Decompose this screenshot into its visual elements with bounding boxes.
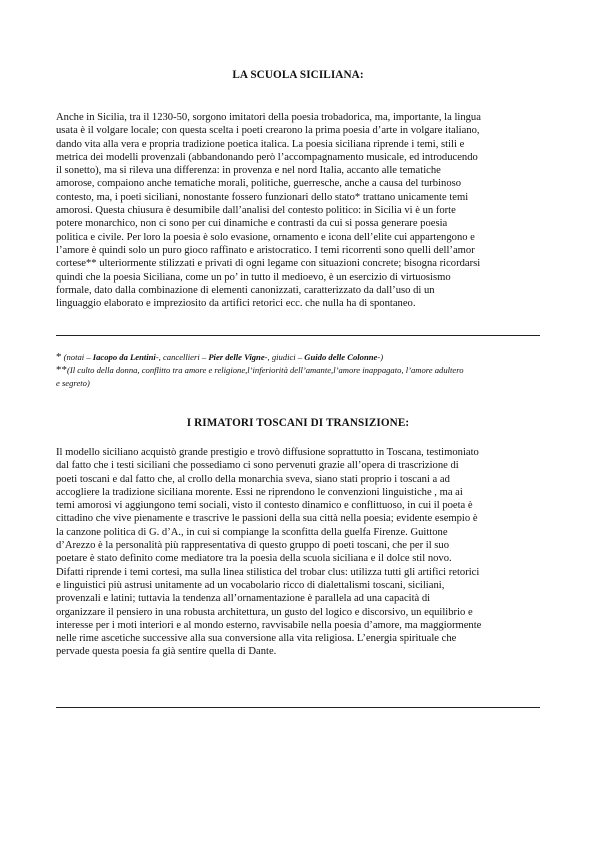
paragraph-line: contesto, ma, i poeti siciliani, nonostante fossero funzionari dello stato* trattano unicamente temi xyxy=(56,191,469,203)
paragraph-line: linguaggio elaborato e impreziosito da artifici retorici ecc. che nulla ha di spontaneo. xyxy=(56,298,416,310)
footnotes xyxy=(56,351,540,390)
paragraph-line: amorosi. Questa chiusura è desumibile dall’analisi del contesto politico: in Sicilia vi è un forte xyxy=(56,205,456,217)
paragraph-line: Anche in Sicilia, tra il 1230-50, sorgono imitatori della poesia trobadorica, ma, importante, la lingua xyxy=(56,112,481,123)
paragraph-line: dal fatto che i testi siciliani che possediamo ci sono pervenuti grazie all’opera di trascrizione di xyxy=(56,460,459,472)
paragraph-scuola-siciliana xyxy=(56,111,542,310)
footnote-text: (notai – xyxy=(61,352,93,362)
paragraph-line: e linguistici più astrusi unitamente ad un vocabolario ricco di dialettalismi toscani, siciliani, xyxy=(56,579,445,591)
footnote-poet-name: Iacopo da Lentini xyxy=(92,352,156,362)
paragraph-line: usata è il volgare locale; con questa scelta i poeti crearono la prima poesia d’arte in volgare italiano, xyxy=(56,125,480,137)
section-title-rimatori-toscani: I RIMATORI TOSCANI DI TRANSIZIONE: xyxy=(186,417,410,429)
footnote-text: -, cancellieri – xyxy=(155,352,209,362)
footnote-text: -, giudici – xyxy=(264,352,305,362)
footnote-text: -) xyxy=(377,352,384,362)
paragraph-line: dando vita alla vera e propria tradizione poetica italica. La poesia siciliana riprende i temi, stili e xyxy=(56,138,465,150)
footnote-1 xyxy=(56,351,540,364)
footnote-marker: * xyxy=(56,351,62,363)
paragraph-line: pervade questa poesia fa già sentire quella di Dante. xyxy=(56,646,277,658)
paragraph-line: cortese** ulteriormente stilizzati e privati di ogni legame con situazioni concrete; bisogna ricordarsi xyxy=(56,258,481,270)
paragraph-line: d’Arezzo è la personalità più rappresentativa di questo gruppo di poeti toscani, che per il suo xyxy=(56,540,450,552)
paragraph-line: provenzali e latini; tuttavia la tendenza all’ornamentazione è parallela ad una capacità di xyxy=(56,593,431,605)
footnote-marker: ** xyxy=(56,364,67,376)
paragraph-rimatori-toscani xyxy=(56,446,542,659)
paragraph-line: nelle rime ascetiche successive alla sua conversione alla vita religiosa. L’energia spirituale che xyxy=(56,633,457,645)
paragraph-line: formale, dato dalla combinazione di elementi canonizzati, caratterizzato da dall’uso di un xyxy=(56,284,435,296)
paragraph-line: organizzare il pensiero in una robusta architettura, un gusto del logico e discorsivo, un equilibrio e xyxy=(56,606,473,618)
footnote-text: (Il culto della donna, conflitto tra amore e religione,l’inferiorità dell’amante,l’amore inappagato, l’amore adultero xyxy=(67,365,464,375)
paragraph-line: l’amore è quindi solo un puro gioco raffinato e aristocratico. I temi ricorrenti sono quelli dell’amor xyxy=(56,244,475,256)
paragraph-line: Il modello siciliano acquistò grande prestigio e trovò diffusione soprattutto in Toscana, testimoniato xyxy=(56,447,479,458)
footnote-poet-name: Pier delle Vigne xyxy=(208,352,265,362)
section-divider xyxy=(56,707,540,708)
paragraph-line: la canzone politica di G. d’A., in cui si compiange la sconfitta della guelfa Firenze. Guittone xyxy=(56,526,448,538)
paragraph-line: poetare è stato definito come mediatore tra la poesia della scuola siciliana e il dolce stil novo. xyxy=(56,553,452,565)
section-title-scuola-siciliana: LA SCUOLA SICILIANA: xyxy=(232,69,364,81)
footnote-poet-name: Guido delle Colonne xyxy=(304,352,378,362)
paragraph-line: potere monarchico, non ci sono per cui dinamiche e contrasti da cui si possa generare poesia xyxy=(56,218,448,230)
section-divider xyxy=(56,335,540,336)
paragraph-line: quindi che la poesia Siciliana, come un po’ in tutto il medioevo, è un esercizio di virtuosismo xyxy=(56,271,451,283)
paragraph-line: il sonetto), ma si rileva una differenza: in provenza e nel nord Italia, accanto alle tematiche xyxy=(56,165,441,177)
paragraph-line: cittadino che vive pienamente e trascrive le passioni della sua città nella poesia; evidente esempio è xyxy=(56,513,478,525)
paragraph-line: accogliere la tradizione siciliana morente. Essi ne riprendono le convenzioni linguistiche , ma ai xyxy=(56,486,463,498)
paragraph-line: poeti toscani e dal fatto che, al crollo della monarchia sveva, siano stati proprio i toscani a ad xyxy=(56,473,450,485)
paragraph-line: metrica dei modelli provenzali (abbandonando però l’accompagnamento musicale, ed introducendo xyxy=(56,151,478,163)
paragraph-line: Difatti riprende i temi cortesi, ma sulla linea stilistica del trobar clus: utilizza tutti gli artifici retorici xyxy=(56,566,480,578)
footnote-2 xyxy=(56,364,540,377)
footnote-2-continued: e segreto) xyxy=(56,378,90,388)
paragraph-line: politica e civile. Per loro la poesia è solo evasione, ornamento e icona dell’elite cui appartengono e xyxy=(56,231,475,243)
paragraph-line: amorose, compaiono anche tematiche morali, politiche, guerresche, anche a causa del turbinoso xyxy=(56,178,462,190)
paragraph-line: interesse per i moti interiori e al mondo esterno, ravvisabile nella poesia d’amore, ma maggiormente xyxy=(56,619,482,631)
paragraph-line: temi amorosi vi aggiungono temi sociali, visto il contesto dinamico e conflittuoso, in cui il poeta è xyxy=(56,500,473,512)
